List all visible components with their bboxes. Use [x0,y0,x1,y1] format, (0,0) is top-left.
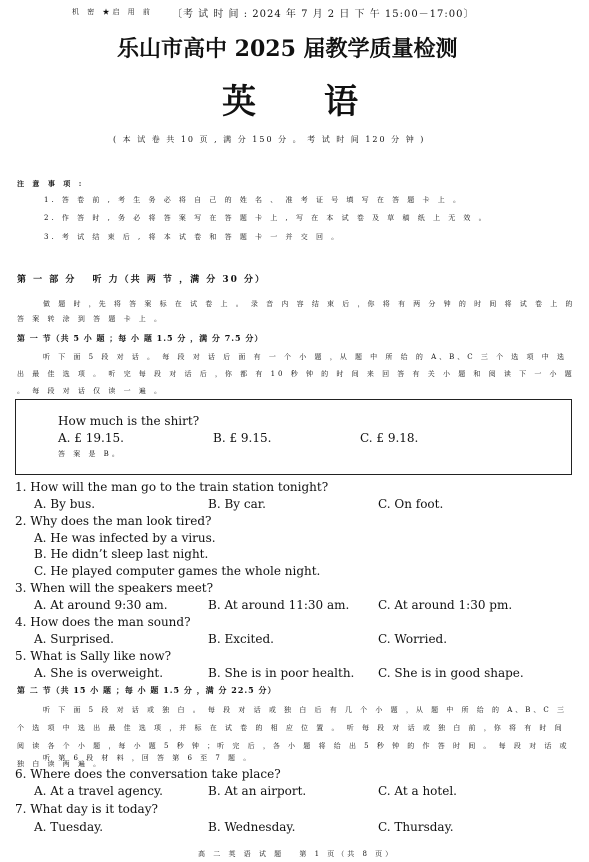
example-option-c: C. £ 9.18. [360,431,419,445]
q6-option-c: C. At a hotel. [378,784,457,798]
section2-heading: 第 二 节（共 15 小 题 ；每 小 题 1.5 分 ，满 分 22.5 分） [17,685,277,695]
question-5: 5. What is Sally like now? [15,649,172,663]
section1-heading: 第 一 节（共 5 小 题 ；每 小 题 1.5 分 ，满 分 7.5 分） [17,333,264,343]
part1-instructions: 做 题 时 ，先 将 答 案 标 在 试 卷 上 。 录 音 内 容 结 束 后 ，你 将 有 两 分 钟 的 时 间 将 试 卷 上 的 答 案 转 涂 到 答 题 卡 上 。 [17,300,576,323]
q7-option-a: A. Tuesday. [34,820,104,834]
section2-instructions: 听 下 面 5 段 对 话 或 独 白 。 每 段 对 话 或 独 白 后 有 几 个 小 题 ，从 题 中 所 给 的 A、B、C 三 个 选 项 中 选 出 最 佳 选 项 ，并 标 在 试 卷 的 相 应 位 置 。 听 每 段 对 话 或 独 白 前 ，你 将 有 时 间 阅 读 各 个 小 题 ，每 小 题 5 秒 钟 ；听 完 后 ，各 小 题 将 给 出 5 秒 钟 的 作 答 时 间 。 每 段 对 话 或 独 白 读 两 遍 。 [17,706,570,768]
notice-item-3: 3. 考 试 结 束 后 , 将 本 试 卷 和 答 题 卡 一 并 交 回 。 [44,233,342,241]
q2-option-c: C. He played computer games the whole night. [34,564,321,578]
question-1: 1. How will the man go to the train station tonight? [15,480,329,494]
q3-option-b: B. At around 11:30 am. [208,598,350,612]
q4-option-b: B. Excited. [208,632,274,646]
q5-option-c: C. She is in good shape. [378,666,524,680]
example-answer: 答 案 是 B。 [58,450,122,458]
section2-sub-instruction: 听 第 6 段 材 料 ，回 答 第 6 至 7 题 。 [43,754,254,762]
q5-option-b: B. She is in poor health. [208,666,355,680]
question-2: 2. Why does the man look tired? [15,514,212,528]
confidential-label: 机 密 ★启 用 前 [72,8,153,16]
q2-option-a: A. He was infected by a virus. [34,531,216,545]
exam-info: ( 本 试 卷 共 10 页 , 满 分 150 分 。 考 试 时 间 120 分 钟 ) [113,135,426,144]
q6-option-a: A. At a travel agency. [34,784,163,798]
q7-option-b: B. Wednesday. [208,820,296,834]
example-option-b: B. £ 9.15. [213,431,272,445]
notice-item-2: 2. 作 答 时 , 务 必 将 答 案 写 在 答 题 卡 上 , 写 在 本 试 卷 及 草 稿 纸 上 无 效 。 [44,214,489,222]
q1-option-c: C. On foot. [378,497,444,511]
page-footer: 高 二 英 语 试 题 第 1 页（共 8 页） [198,850,396,858]
q6-option-b: B. At an airport. [208,784,307,798]
q4-option-c: C. Worried. [378,632,448,646]
example-option-a: A. £ 19.15. [58,431,124,445]
notice-item-1: 1. 答 卷 前 , 考 生 务 必 将 自 己 的 姓 名 、 准 考 证 号 填 写 在 答 题 卡 上 。 [44,196,463,204]
q7-option-c: C. Thursday. [378,820,454,834]
q5-option-a: A. She is overweight. [34,666,164,680]
exam-title: 乐山市高中 2025 届教学质量检测 [117,36,458,62]
part1-heading: 第 一 部 分 听 力（共 两 节 ，满 分 30 分） [17,275,266,285]
q3-option-a: A. At around 9:30 am. [34,598,168,612]
q1-option-a: A. By bus. [34,497,96,511]
q4-option-a: A. Surprised. [34,632,114,646]
q3-option-c: C. At around 1:30 pm. [378,598,513,612]
exam-time: 〔考 试 时 间 : 2024 年 7 月 2 日 下 午 15:00－17:00〕 [172,9,475,20]
subject-title: 英 语 [222,82,358,122]
example-question: How much is the shirt? [58,414,200,428]
question-4: 4. How does the man sound? [15,615,191,629]
question-3: 3. When will the speakers meet? [15,581,214,595]
question-7: 7. What day is it today? [15,802,158,816]
notice-heading: 注 意 事 项 : [17,179,85,188]
q2-option-b: B. He didn’t sleep last night. [34,547,209,561]
q1-option-b: B. By car. [208,497,266,511]
section1-instructions: 听 下 面 5 段 对 话 。 每 段 对 话 后 面 有 一 个 小 题 ，从 题 中 所 给 的 A、B、C 三 个 选 项 中 选 出 最 佳 选 项 。 听 完 每 段 对 话 后 ，你 都 有 10 秒 钟 的 时 间 来 回 答 有 关 小 题 和 阅 读 下 一 小 题 。 每 段 对 话 仅 读 一 遍 。 [17,353,575,395]
question-6: 6. Where does the conversation take place? [15,767,281,781]
